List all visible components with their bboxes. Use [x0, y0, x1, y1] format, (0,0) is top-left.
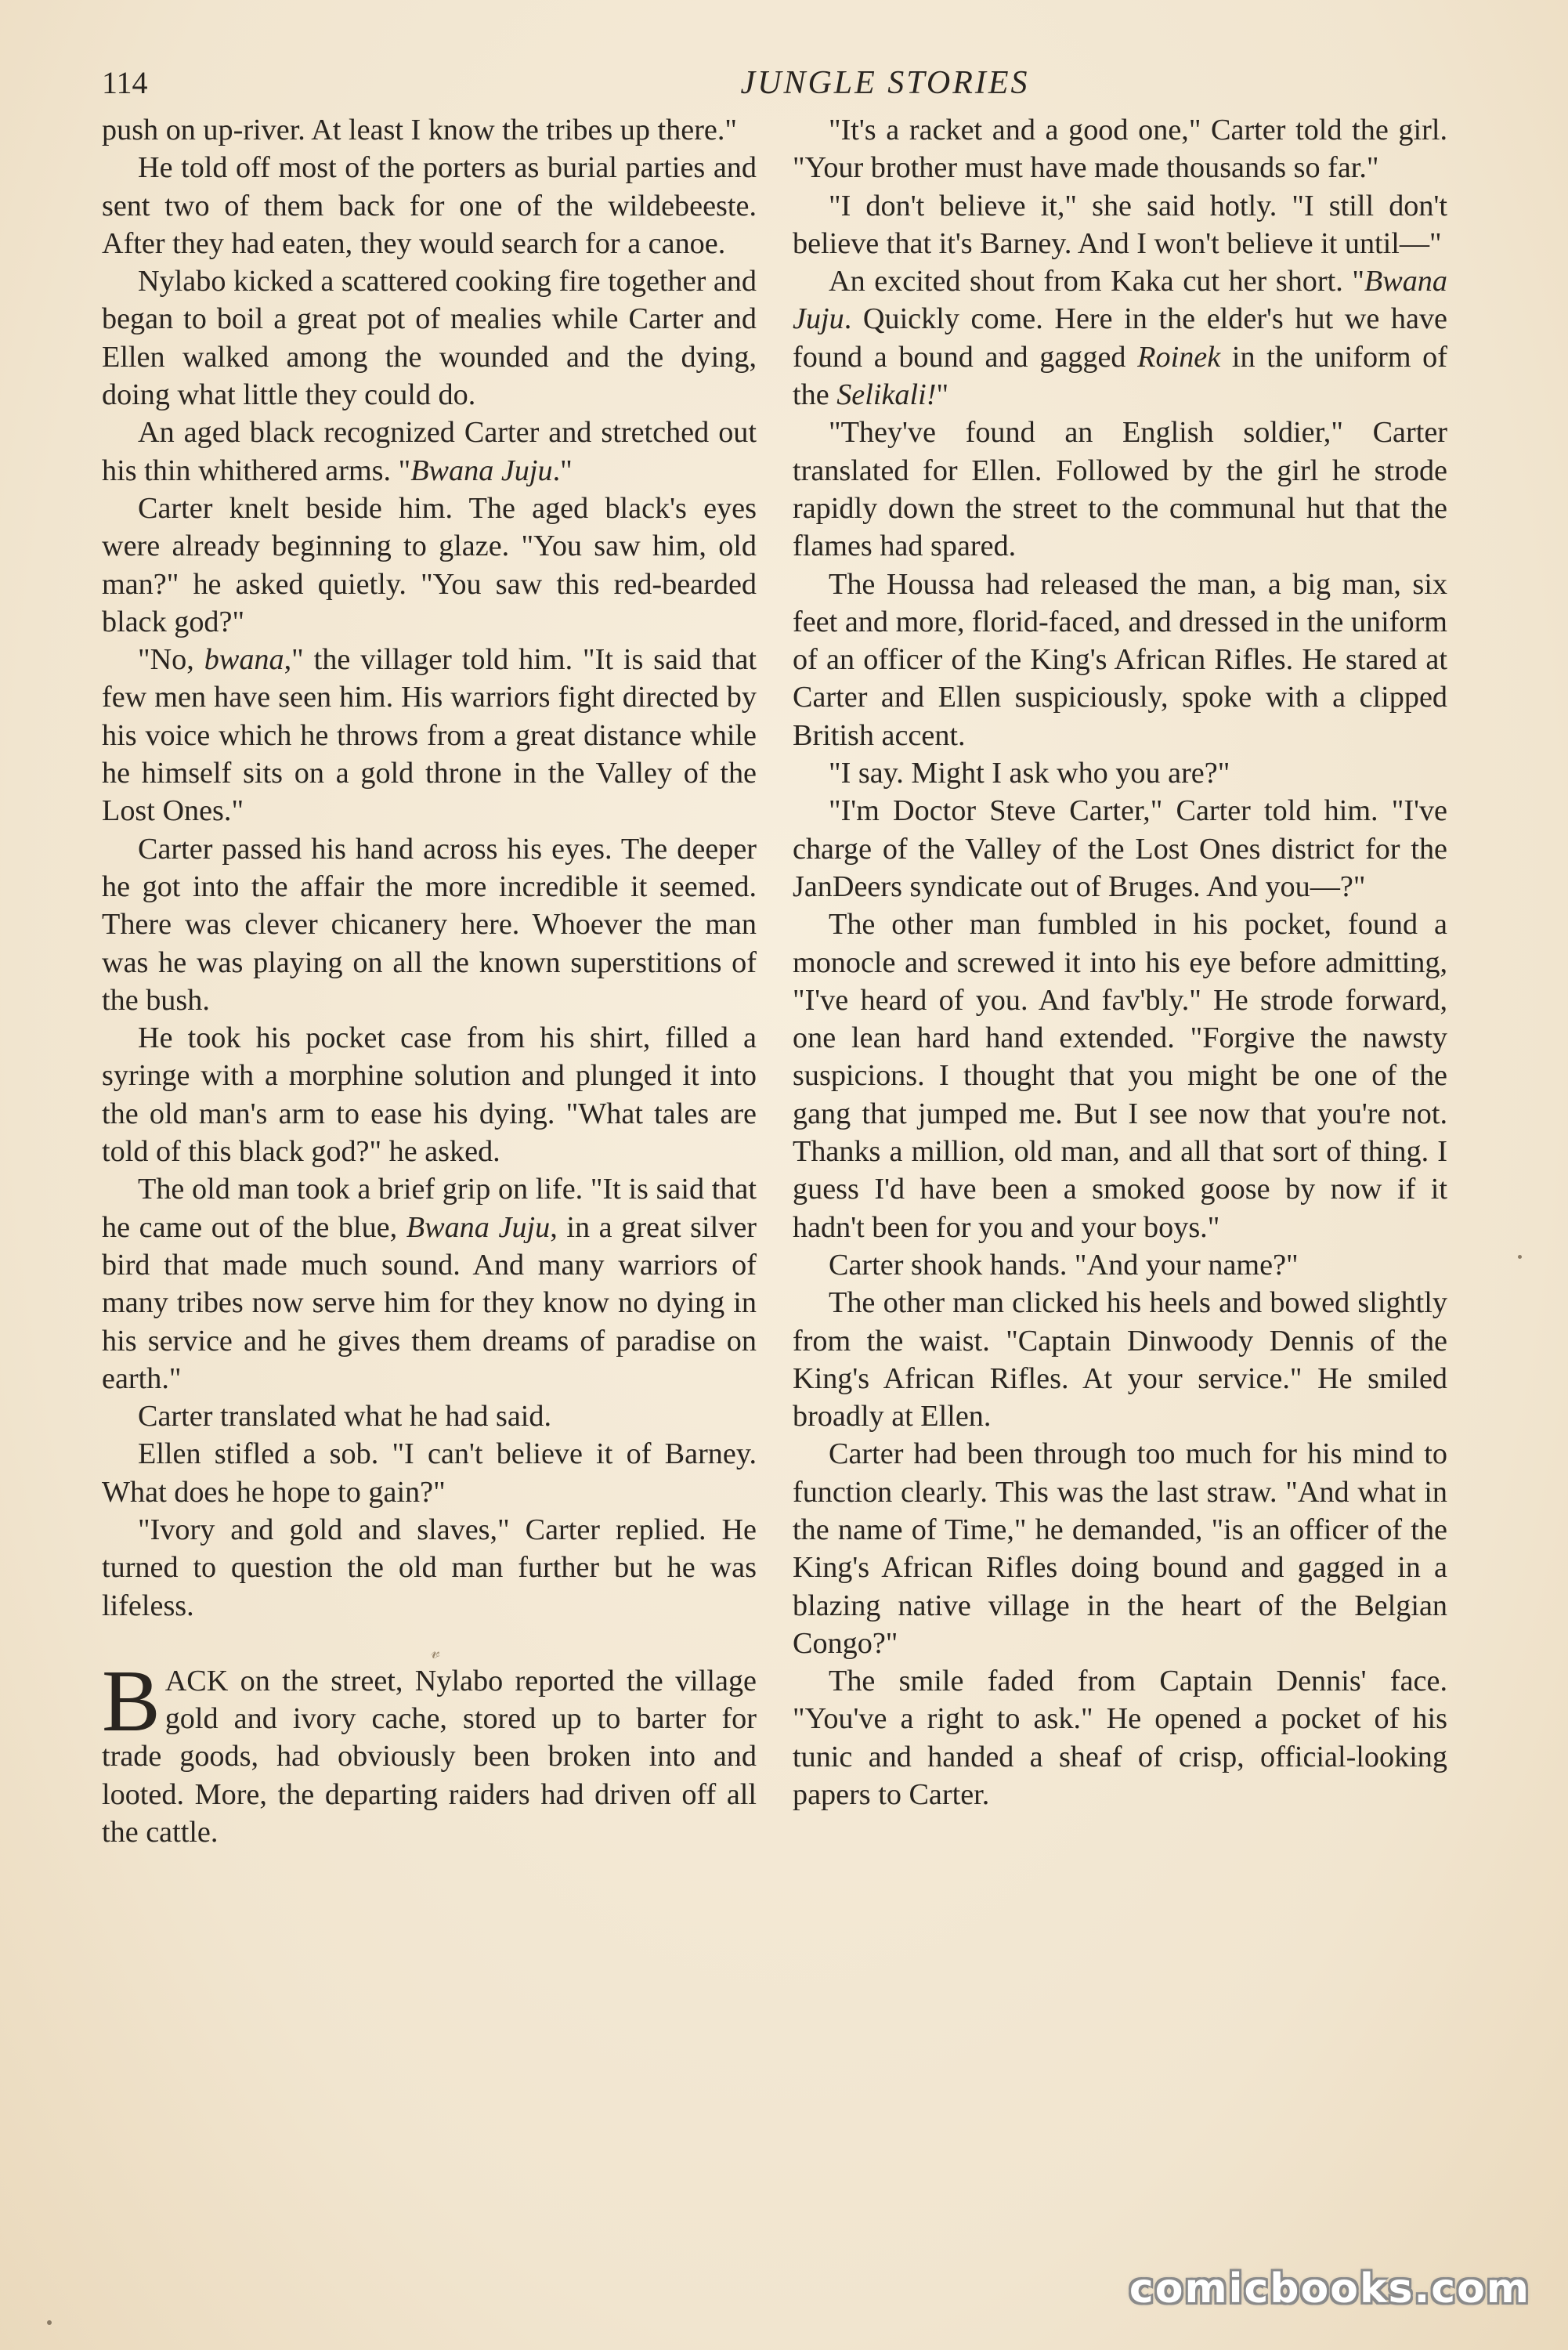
paragraph: "Ivory and gold and slaves," Carter replied. He turned to question the old man further but he was lifeless. — [102, 1513, 757, 1622]
paragraph: Ellen stifled a sob. "I can't believe it of Barney. What does he hope to gain?" — [102, 1437, 757, 1509]
paragraph: An aged black recognized Carter and stretched out his thin whithered arms. "Bwana Juju." — [102, 416, 757, 487]
section-break: 𝓋 — [431, 1642, 440, 1663]
paragraph: The old man took a brief grip on life. "It is said that he came out of the blue, Bwana Juju, in a great silver bird that made much sound. And many warriors of many tribes now serve him for they know no dying in his service and he gives them dreams of paradise on earth." — [102, 1173, 757, 1395]
section-opening-text: ACK on the street, Nylabo reported the village gold and ivory cache, stored up to barter for trade goods, had obviously been broken into and looted. More, the departing raiders had driven off all the cattle. — [102, 1664, 757, 1849]
paper-speck — [1518, 1255, 1522, 1259]
paragraph: He took his pocket case from his shirt, filled a syringe with a morphine solution and plunged it into the old man's arm to ease his dying. "What tales are told of this black god?" he asked. — [102, 1021, 757, 1169]
drop-cap: B — [102, 1652, 161, 1750]
paragraph: Carter passed his hand across his eyes. The deeper he got into the affair the more incredible it seemed. There was clever chicanery here. Whoever the man was he was playing on all the known superstitions of the bush. — [102, 832, 757, 1017]
paragraph: Nylabo kicked a scattered cooking fire together and began to boil a great pot of mealies while Carter and Ellen walked among the wounded and the dying, doing what little they could do. — [102, 265, 757, 412]
watermark: comicbooks.com — [1129, 2265, 1530, 2312]
paper-speck — [47, 2320, 52, 2325]
paragraph: Carter had been through too much for his mind to function clearly. This was the last straw. "And what in the name of Time," he demanded, "is an officer of the King's African Rifles doing bound and gagged in a blazing native village in the heart of the Belgian Congo?" — [793, 1437, 1447, 1660]
left-column — [102, 111, 757, 1851]
page-number: 114 — [102, 65, 148, 100]
paragraph: "It's a racket and a good one," Carter told the girl. "Your brother must have made thousands so far." — [793, 114, 1447, 185]
paragraph: The other man fumbled in his pocket, found a monocle and screwed it into his eye before admitting, "I've heard of you. And fav'bly." He strode forward, one lean hard hand extended. "Forgive the nawsty suspicions. I thought that you might be one of the gang that jumped me. But I see now that you're not. Thanks a million, old man, and all that sort of thing. I guess I'd have been a smoked goose by now if it hadn't been for you and your boys." — [793, 908, 1447, 1244]
paragraph: Carter knelt beside him. The aged black's eyes were already beginning to glaze. "You saw him, old man?" he asked quietly. "You saw this red-bearded black god?" — [102, 491, 757, 638]
right-column — [793, 111, 1447, 1813]
paragraph: Carter shook hands. "And your name?" — [829, 1248, 1299, 1282]
paragraph: "I say. Might I ask who you are?" — [829, 757, 1230, 790]
paragraph: push on up-river. At least I know the tribes up there." — [102, 114, 737, 146]
paragraph: "No, bwana," the villager told him. "It is said that few men have seen him. His warriors fight directed by his voice which he throws from a great distance while he himself sits on a gold throne in the Valley of the Lost Ones." — [102, 643, 757, 828]
paragraph: An excited shout from Kaka cut her short. "Bwana Juju. Quickly come. Here in the elder's hut we have found a bound and gagged Roinek in the uniform of the Selikali!" — [793, 265, 1447, 412]
paragraph: "I'm Doctor Steve Carter," Carter told him. "I've charge of the Valley of the Lost Ones district for the JanDeers syndicate out of Bruges. And you—?" — [793, 794, 1447, 903]
paragraph: The other man clicked his heels and bowed slightly from the waist. "Captain Dinwoody Dennis of the King's African Rifles. At your service." He smiled broadly at Ellen. — [793, 1286, 1447, 1434]
paragraph: The Houssa had released the man, a big man, six feet and more, florid-faced, and dressed in the uniform of an officer of the King's African Rifles. He stared at Carter and Ellen suspiciously, spoke with a clipped British accent. — [793, 567, 1447, 752]
running-head — [102, 60, 1498, 107]
paragraph: He told off most of the porters as burial parties and sent two of them back for one of the wildebeeste. After they had eaten, they would search for a canoe. — [102, 151, 757, 260]
journal-title: JUNGLE STORIES — [740, 65, 1030, 101]
paragraph: "I don't believe it," she said hotly. "I still don't believe that it's Barney. And I won't believe it until—" — [793, 189, 1447, 260]
paragraph: "They've found an English soldier," Carter translated for Ellen. Followed by the girl he strode rapidly down the street to the communal hut that the flames had spared. — [793, 416, 1447, 563]
section-opening-paragraph — [102, 1652, 757, 1851]
paragraph: Carter translated what he had said. — [138, 1400, 552, 1434]
paragraph: The smile faded from Captain Dennis' face. "You've a right to ask." He opened a pocket of his tunic and handed a sheaf of crisp, official-looking papers to Carter. — [793, 1665, 1447, 1812]
